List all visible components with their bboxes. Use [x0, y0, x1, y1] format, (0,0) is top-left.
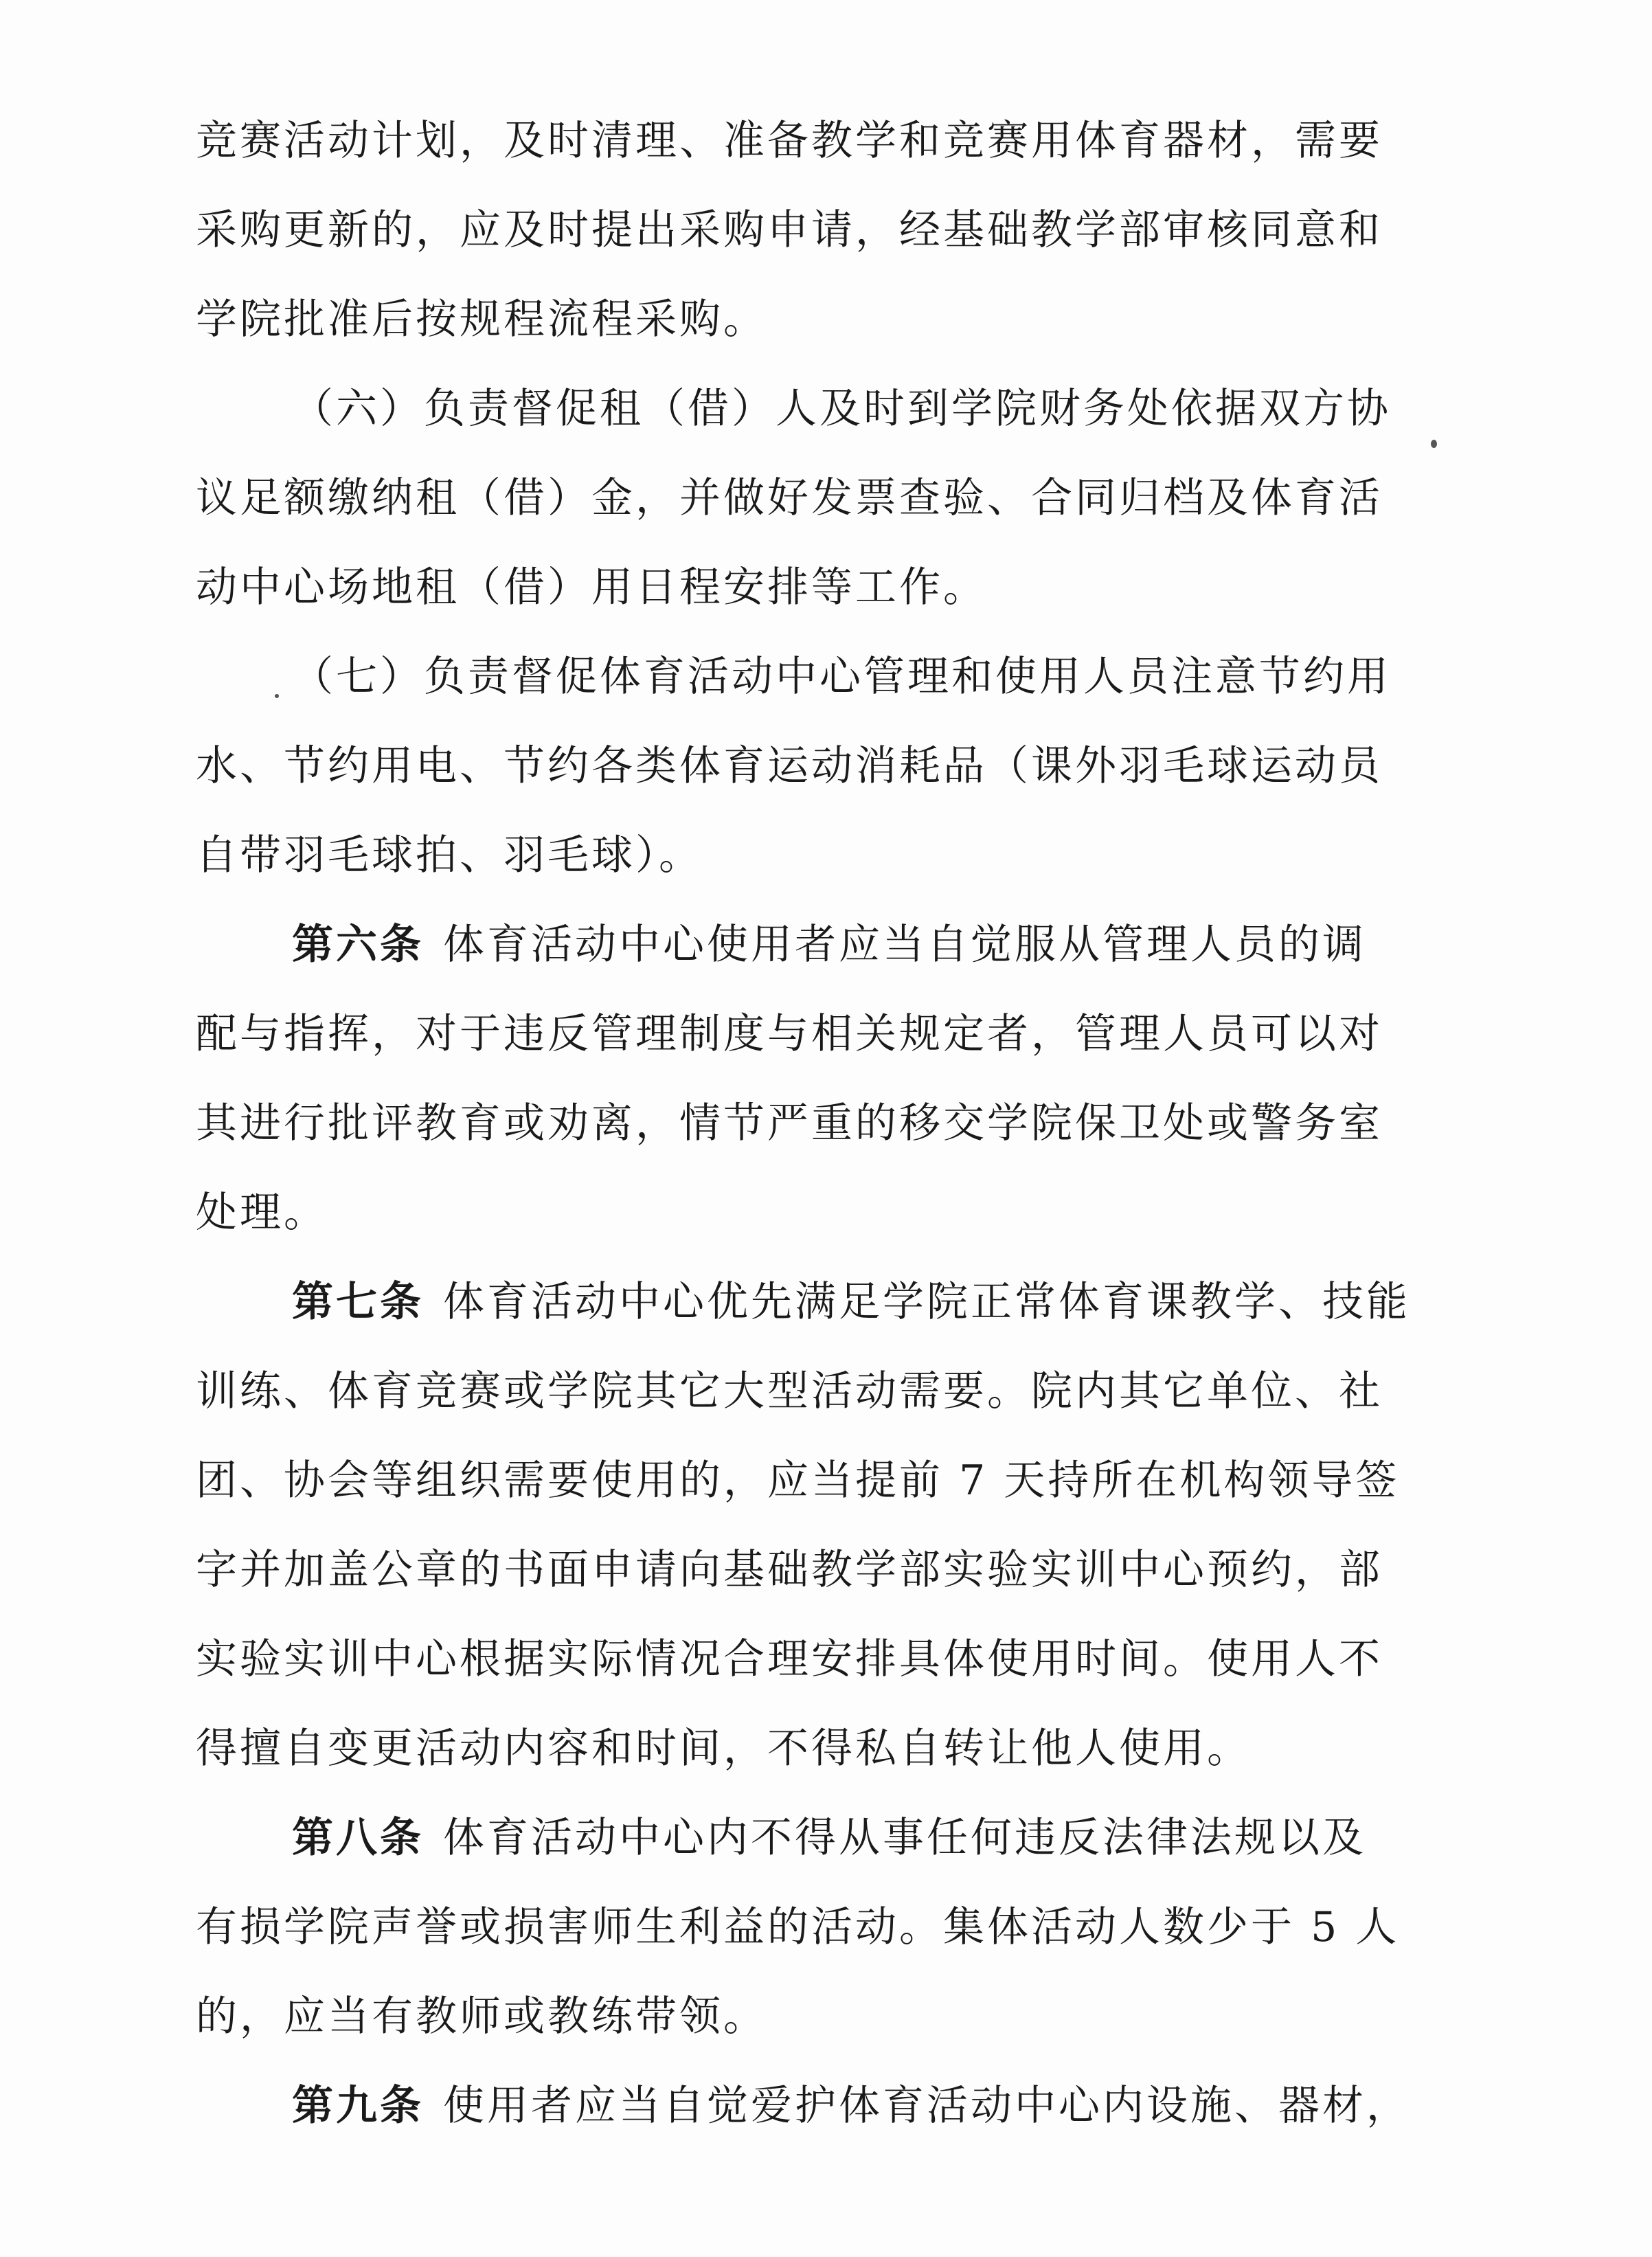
- line-text: 实验实训中心根据实际情况合理安排具体使用时间。使用人不: [196, 1635, 1383, 1683]
- line-text: 使用者应当自觉爱护体育活动中心内设施、器材，: [443, 2082, 1410, 2130]
- line-text: 体育活动中心优先满足学院正常体育课教学、技能: [443, 1278, 1410, 1326]
- line-text: 竞赛活动计划，及时清理、准备教学和竞赛用体育器材，需要: [196, 117, 1383, 165]
- line-text: 体育活动中心使用者应当自觉服从管理人员的调: [443, 921, 1366, 969]
- article-number: 第七条: [292, 1278, 424, 1326]
- document-line: [196, 732, 1446, 821]
- document-line: [196, 1268, 1446, 1357]
- document-line: [196, 106, 1446, 196]
- line-text: 采购更新的，应及时提出采购申请，经基础教学部审核同意和: [196, 206, 1383, 254]
- document-line: [196, 464, 1446, 553]
- document-line: [196, 374, 1446, 464]
- document-line: [196, 553, 1446, 642]
- line-text: 配与指挥，对于违反管理制度与相关规定者，管理人员可以对: [196, 1010, 1383, 1058]
- line-text: 动中心场地租（借）用日程安排等工作。: [196, 563, 987, 611]
- document-line: [196, 642, 1446, 732]
- document-line: [196, 1536, 1446, 1625]
- line-text: 的，应当有教师或教练带领。: [196, 1992, 767, 2041]
- line-text: 字并加盖公章的书面申请向基础教学部实验实训中心预约，部: [196, 1546, 1383, 1594]
- article-number: 第八条: [292, 1814, 424, 1862]
- line-text: （七）负责督促体育活动中心管理和使用人员注意节约用: [292, 653, 1391, 701]
- article-number: 第九条: [292, 2082, 424, 2130]
- document-line: [196, 1178, 1446, 1268]
- article-number: 第六条: [292, 921, 424, 969]
- line-text: （六）负责督促租（借）人及时到学院财务处依据双方协: [292, 385, 1391, 433]
- line-text: 得擅自变更活动内容和时间，不得私自转让他人使用。: [196, 1725, 1251, 1773]
- document-line: [196, 1982, 1446, 2071]
- document-line: [196, 1000, 1446, 1089]
- document-line: [196, 2071, 1446, 2161]
- document-line: [196, 285, 1446, 374]
- line-text: 体育活动中心内不得从事任何违反法律法规以及: [443, 1814, 1366, 1862]
- scan-speck: [1431, 440, 1437, 448]
- document-line: [196, 1804, 1446, 1893]
- document-line: [196, 1357, 1446, 1446]
- document-line: [196, 1446, 1446, 1536]
- line-text: 水、节约用电、节约各类体育运动消耗品（课外羽毛球运动员: [196, 742, 1383, 790]
- document-line: [196, 1714, 1446, 1804]
- line-text: 处理。: [196, 1189, 328, 1237]
- scan-speck: [275, 694, 279, 698]
- line-text: 有损学院声誉或损害师生利益的活动。集体活动人数少于 5 人: [196, 1903, 1400, 1951]
- line-text: 训练、体育竞赛或学院其它大型活动需要。院内其它单位、社: [196, 1367, 1383, 1415]
- document-line: [196, 1893, 1446, 1982]
- document-line: [196, 196, 1446, 285]
- document-line: [196, 1089, 1446, 1178]
- document-body: [196, 106, 1446, 2161]
- document-line: [196, 821, 1446, 910]
- line-text: 议足额缴纳租（借）金，并做好发票查验、合同归档及体育活: [196, 474, 1383, 522]
- line-text: 其进行批评教育或劝离，情节严重的移交学院保卫处或警务室: [196, 1099, 1383, 1147]
- line-text: 学院批准后按规程流程采购。: [196, 295, 767, 344]
- document-line: [196, 1625, 1446, 1714]
- line-text: 团、协会等组织需要使用的，应当提前 7 天持所在机构领导签: [196, 1457, 1400, 1505]
- line-text: 自带羽毛球拍、羽毛球）。: [196, 831, 703, 879]
- document-line: [196, 910, 1446, 1000]
